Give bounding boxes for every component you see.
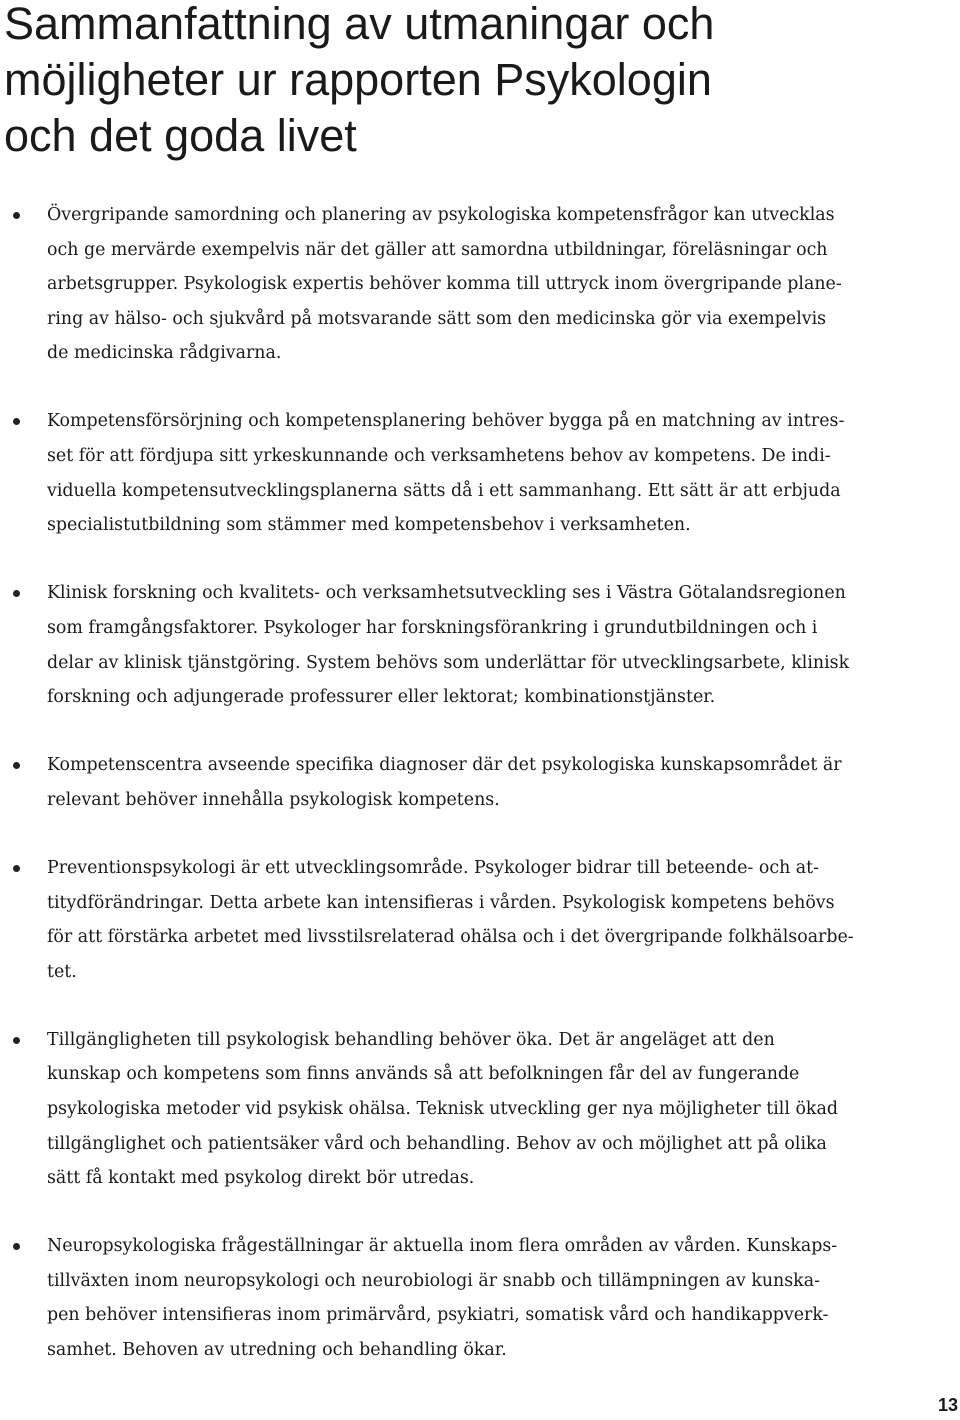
bullet-text-line: arbetsgrupper. Psykologisk expertis behöver komma till uttryck inom övergripande plane- [47, 274, 842, 295]
bullet-text-line: de medicinska rådgivarna. [47, 343, 282, 364]
bullet-text-line: sätt få kontakt med psykolog direkt bör utredas. [47, 1168, 475, 1189]
title-line: och det goda livet [4, 110, 357, 161]
bullet-text-line: Preventionspsykologi är ett utvecklingsområde. Psykologer bidrar till beteende- och at- [47, 857, 820, 878]
bullet-item-samordning [0, 198, 960, 371]
bullet-text-line: Neuropsykologiska frågeställningar är aktuella inom flera områden av vården. Kunskaps- [47, 1236, 838, 1257]
bullet-dot-icon [13, 212, 20, 219]
page-number: 13 [937, 1395, 958, 1415]
title-line: Sammanfattning av utmaningar och [4, 0, 715, 49]
bullet-text-line: Tillgängligheten till psykologisk behandling behöver öka. Det är angeläget att den [47, 1029, 775, 1050]
bullet-text-line: som framgångsfaktorer. Psykologer har forskningsförankring i grundutbildningen och i [47, 617, 818, 638]
bullet-text-line: delar av klinisk tjänstgöring. System behövs som underlättar för utvecklingsarbete, klinisk [47, 652, 850, 673]
bullet-item-klinisk-forskning [0, 576, 960, 714]
page-title [4, 0, 944, 164]
bullet-dot-icon [13, 865, 20, 872]
bullet-text-line: tillväxten inom neuropsykologi och neurobiologi är snabb och tillämpningen av kunska- [47, 1270, 820, 1291]
bullet-text-line: psykologiska metoder vid psykisk ohälsa. Teknisk utveckling ger nya möjligheter till ökad [47, 1098, 838, 1119]
bullet-text-line: för att förstärka arbetet med livsstilsrelaterad ohälsa och i det övergripande folkhälsoarbe- [47, 927, 854, 948]
bullet-item-preventionspsykologi [0, 851, 960, 989]
bullet-text-line: ring av hälso- och sjukvård på motsvarande sätt som den medicinska gör via exempelvis [47, 308, 827, 329]
title-line: möjligheter ur rapporten Psykologin [4, 54, 712, 105]
bullet-text-line: Övergripande samordning och planering av psykologiska kompetensfrågor kan utvecklas [47, 205, 835, 225]
bullet-text-line: forskning och adjungerade professurer eller lektorat; kombinationstjänster. [47, 687, 716, 708]
bullet-item-kompetensforsorjning [0, 404, 960, 542]
bullet-list [0, 198, 960, 1401]
bullet-text-line: kunskap och kompetens som finns används så att befolkningen får del av fungerande [47, 1064, 800, 1085]
bullet-text-line: samhet. Behoven av utredning och behandling ökar. [47, 1340, 507, 1361]
bullet-text-line: Kompetenscentra avseende specifika diagnoser där det psykologiska kunskapsområdet är [47, 755, 842, 776]
bullet-item-kompetenscentra [0, 748, 960, 817]
bullet-text-line: specialistutbildning som stämmer med kompetensbehov i verksamheten. [47, 515, 691, 536]
bullet-text-line: Kompetensförsörjning och kompetensplanering behöver bygga på en matchning av intres- [47, 411, 845, 432]
bullet-text-line: viduella kompetensutvecklingsplanerna sätts då i ett sammanhang. Ett sätt är att erbjuda [47, 480, 841, 501]
bullet-text-line: set för att fördjupa sitt yrkeskunnande och verksamhetens behov av kompetens. De indi- [47, 446, 831, 467]
bullet-text-line: och ge mervärde exempelvis när det gäller att samordna utbildningar, föreläsningar och [47, 239, 828, 260]
bullet-item-tillganglighet [0, 1023, 960, 1196]
bullet-text-line: pen behöver intensifieras inom primärvård, psykiatri, somatisk vård och handikappverk- [47, 1305, 829, 1326]
bullet-text-line: Klinisk forskning och kvalitets- och verksamhetsutveckling ses i Västra Götalandsregionen [47, 583, 846, 604]
bullet-text-line: relevant behöver innehålla psykologisk kompetens. [47, 789, 500, 810]
bullet-item-neuropsykologi [0, 1229, 960, 1367]
bullet-text-line: tillgänglighet och patientsäker vård och behandling. Behov av och möjlighet att på olika [47, 1133, 827, 1154]
bullet-dot-icon [13, 1037, 20, 1044]
bullet-text-line: titydförändringar. Detta arbete kan intensifieras i vården. Psykologisk kompetens behövs [47, 892, 835, 913]
bullet-text-line: tet. [47, 961, 77, 982]
